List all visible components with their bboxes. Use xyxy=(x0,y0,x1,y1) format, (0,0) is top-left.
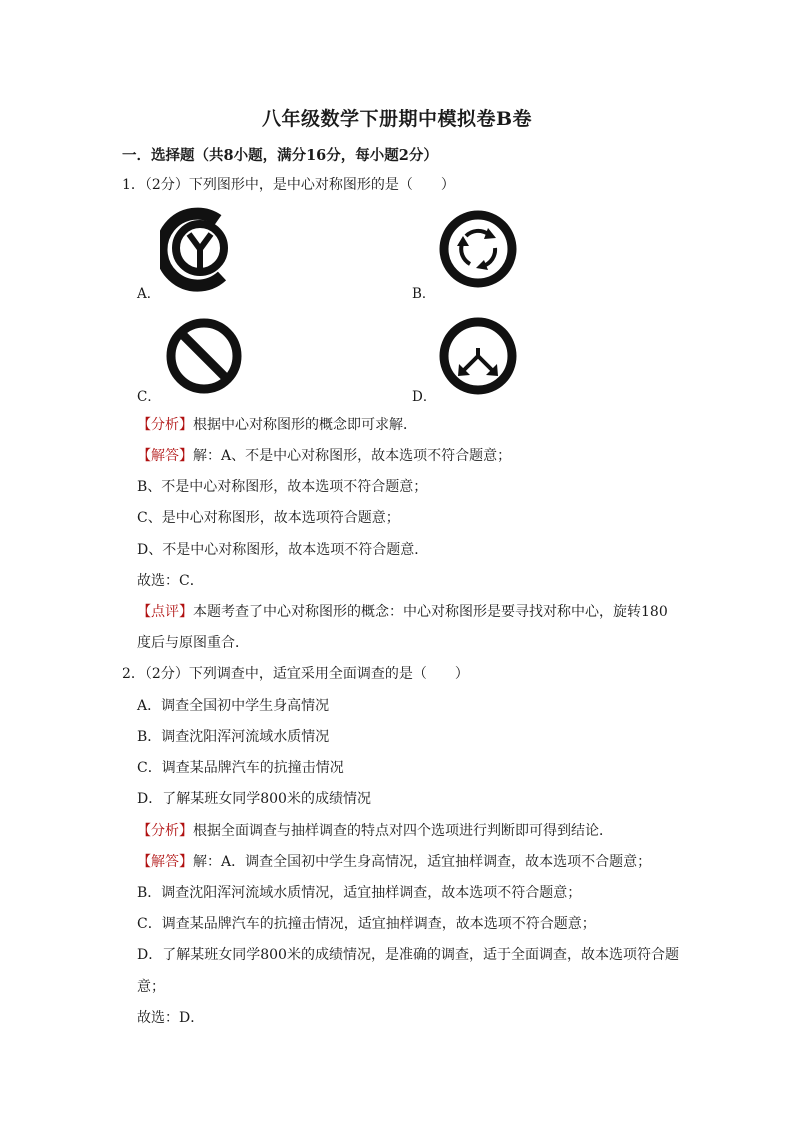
q1-answer-line-3: C、是中心对称图形，故本选项符合题意； xyxy=(137,510,400,526)
q2-answer-line-3: C．调查某品牌汽车的抗撞击情况，适宜抽样调查，故本选项不符合题意； xyxy=(137,916,596,932)
q1-answer-line-1 xyxy=(137,446,511,466)
q2-analysis-text: 根据全面调查与抽样调查的特点对四个选项进行判断即可得到结论． xyxy=(193,823,613,839)
q1-answer-tag: 【解答】 xyxy=(137,448,193,464)
q1-option-a-label: A． xyxy=(137,286,161,302)
q2-analysis xyxy=(137,821,613,841)
q2-option-d: D．了解某班女同学800米的成绩情况 xyxy=(137,791,371,807)
q2-option-a: A．调查全国初中学生身高情况 xyxy=(137,698,330,714)
section-heading: 一．选择题（共8小题，满分16分，每小题2分） xyxy=(122,147,438,164)
q2-analysis-tag: 【分析】 xyxy=(137,823,193,839)
q1-answer-line-2: B、不是中心对称图形，故本选项不符合题意； xyxy=(137,479,428,495)
q1-option-d-label: D． xyxy=(412,389,437,405)
no-entry-slash-icon xyxy=(163,316,245,396)
q1-comment-tag: 【点评】 xyxy=(137,604,193,620)
q2-option-b: B．调查沈阳浑河流域水质情况 xyxy=(137,729,330,745)
q2-answer-line-4: D．了解某班女同学800米的成绩情况，是准确的调查，适于全面调查，故本选项符合题 xyxy=(137,947,679,963)
q2-stem: 2．（2分）下列调查中，适宜采用全面调查的是（ ） xyxy=(122,666,469,682)
q1-analysis-text: 根据中心对称图形的概念即可求解． xyxy=(193,417,417,433)
q2-answer-tag: 【解答】 xyxy=(137,854,193,870)
q1-analysis-tag: 【分析】 xyxy=(137,417,193,433)
q2-answer-line-1 xyxy=(137,852,651,872)
q2-answer-line-2: B．调查沈阳浑河流域水质情况，适宜抽样调查，故本选项不符合题意； xyxy=(137,885,582,901)
q2-answer-line-5: 意； xyxy=(137,979,165,995)
q2-answer-text-1: 解：A．调查全国初中学生身高情况，适宜抽样调查，故本选项不合题意； xyxy=(193,854,652,870)
q1-analysis xyxy=(137,415,417,435)
q1-option-b-label: B． xyxy=(412,286,436,302)
roundabout-arrows-icon xyxy=(438,208,518,290)
q1-comment-line-1 xyxy=(137,602,668,622)
yc-logo-icon xyxy=(160,206,240,292)
q1-comment-line-2: 度后与原图重合． xyxy=(137,635,249,651)
diverging-arrows-icon xyxy=(438,316,518,396)
q1-comment-text-1: 本题考查了中心对称图形的概念：中心对称图形是要寻找对称中心，旋转180 xyxy=(193,604,668,620)
page-title: 八年级数学下册期中模拟卷B卷 xyxy=(261,108,533,130)
q2-choice: 故选：D． xyxy=(137,1010,205,1026)
q1-stem: 1．（2分）下列图形中，是中心对称图形的是（ ） xyxy=(122,177,455,193)
q1-answer-text-1: 解：A、不是中心对称图形，故本选项不符合题意； xyxy=(193,448,512,464)
q2-option-c: C．调查某品牌汽车的抗撞击情况 xyxy=(137,760,344,776)
q1-choice: 故选：C． xyxy=(137,573,204,589)
q1-option-c-label: C． xyxy=(137,389,161,405)
q1-answer-line-4: D、不是中心对称图形，故本选项不符合题意． xyxy=(137,542,429,558)
